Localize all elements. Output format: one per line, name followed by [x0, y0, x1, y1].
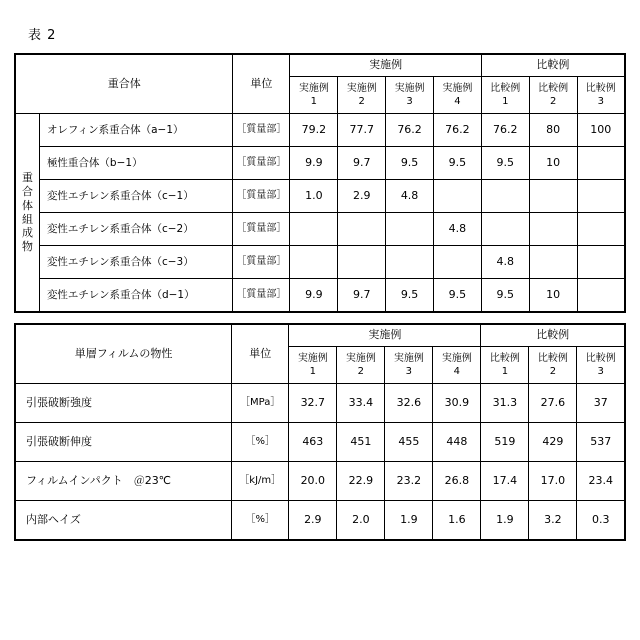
table-header-row	[15, 324, 625, 347]
table-row	[15, 147, 625, 180]
table-cell: 76.2	[481, 114, 529, 147]
table-cell: 519	[481, 423, 529, 462]
table-cell: 9.5	[481, 279, 529, 313]
table-cell	[529, 246, 577, 279]
table-cell: 537	[577, 423, 625, 462]
table-cell: 37	[577, 384, 625, 423]
row-unit: ［kJ/m］	[232, 462, 289, 501]
column-group-header: 比較例	[481, 54, 625, 77]
table-cell: 27.6	[529, 384, 577, 423]
table-row	[15, 384, 625, 423]
row-unit: ［質量部］	[233, 213, 290, 246]
table-row	[15, 501, 625, 541]
table-cell: 100	[577, 114, 625, 147]
table-cell	[577, 180, 625, 213]
table-cell: 23.2	[385, 462, 433, 501]
table-cell: 9.7	[338, 279, 386, 313]
table-cell: 0.3	[577, 501, 625, 541]
column-group-header: 実施例	[289, 324, 481, 347]
row-label: 極性重合体（b−1）	[39, 147, 232, 180]
column-header: 実施例 1	[290, 77, 338, 114]
table-cell: 26.8	[433, 462, 481, 501]
table-cell: 4.8	[481, 246, 529, 279]
row-label: 引張破断強度	[15, 384, 232, 423]
table-cell: 1.9	[481, 501, 529, 541]
row-unit: ［%］	[232, 501, 289, 541]
table-cell: 2.9	[289, 501, 337, 541]
table-cell: 30.9	[433, 384, 481, 423]
table-cell	[290, 213, 338, 246]
column-header-unit: 単位	[232, 324, 289, 384]
table-cell: 463	[289, 423, 337, 462]
table-cell	[481, 213, 529, 246]
table-cell	[290, 246, 338, 279]
row-label: 変性エチレン系重合体（c−3）	[39, 246, 232, 279]
row-label: 引張破断伸度	[15, 423, 232, 462]
table-row	[15, 246, 625, 279]
table-row	[15, 213, 625, 246]
column-header: 比較例 3	[577, 347, 625, 384]
column-header: 比較例 1	[481, 77, 529, 114]
table-cell: 17.0	[529, 462, 577, 501]
column-header-unit: 単位	[233, 54, 290, 114]
row-unit: ［質量部］	[233, 246, 290, 279]
row-label: 変性エチレン系重合体（d−1）	[39, 279, 232, 313]
table-cell: 3.2	[529, 501, 577, 541]
table-cell	[434, 180, 482, 213]
column-header: 比較例 2	[529, 77, 577, 114]
column-header: 実施例 4	[433, 347, 481, 384]
column-header-rowlabel: 重合体	[15, 54, 233, 114]
row-unit: ［%］	[232, 423, 289, 462]
table-row	[15, 462, 625, 501]
polymer-composition-table	[14, 53, 626, 313]
table-cell: 80	[529, 114, 577, 147]
table-cell	[338, 246, 386, 279]
row-label: フィルムインパクト ＠23℃	[15, 462, 232, 501]
row-label: 変性エチレン系重合体（c−2）	[39, 213, 232, 246]
table-cell: 1.0	[290, 180, 338, 213]
table-cell: 4.8	[386, 180, 434, 213]
row-label: 内部ヘイズ	[15, 501, 232, 541]
row-unit: ［質量部］	[233, 114, 290, 147]
row-unit: ［質量部］	[233, 147, 290, 180]
table-cell: 76.2	[434, 114, 482, 147]
column-header: 実施例 2	[338, 77, 386, 114]
table-cell: 76.2	[386, 114, 434, 147]
row-unit: ［質量部］	[233, 279, 290, 313]
column-header: 実施例 4	[434, 77, 482, 114]
table-cell: 9.9	[290, 147, 338, 180]
table-cell: 79.2	[290, 114, 338, 147]
table-cell	[577, 246, 625, 279]
table-cell: 451	[337, 423, 385, 462]
row-label: オレフィン系重合体（a−1）	[39, 114, 232, 147]
table-cell: 23.4	[577, 462, 625, 501]
table-caption: 表 2	[28, 28, 57, 43]
table-cell: 31.3	[481, 384, 529, 423]
table-cell	[338, 213, 386, 246]
table-cell: 429	[529, 423, 577, 462]
table-cell	[529, 213, 577, 246]
table-cell	[577, 279, 625, 313]
table-cell: 10	[529, 279, 577, 313]
table-cell: 9.7	[338, 147, 386, 180]
column-header: 比較例 2	[529, 347, 577, 384]
table-cell: 448	[433, 423, 481, 462]
column-header: 実施例 1	[289, 347, 337, 384]
table-cell	[577, 147, 625, 180]
row-label: 変性エチレン系重合体（c−1）	[39, 180, 232, 213]
table-cell	[577, 213, 625, 246]
table-cell: 17.4	[481, 462, 529, 501]
column-header: 実施例 3	[386, 77, 434, 114]
table-cell	[529, 180, 577, 213]
table-cell: 1.6	[433, 501, 481, 541]
side-label-composition: 重 合 体 組 成 物	[15, 114, 39, 313]
table-cell: 2.0	[337, 501, 385, 541]
table-row	[15, 279, 625, 313]
table-cell	[434, 246, 482, 279]
table-cell: 9.9	[290, 279, 338, 313]
table-cell: 32.7	[289, 384, 337, 423]
row-unit: ［質量部］	[233, 180, 290, 213]
table-row	[15, 180, 625, 213]
table-cell: 20.0	[289, 462, 337, 501]
table-cell: 33.4	[337, 384, 385, 423]
table-row	[15, 114, 625, 147]
table-cell: 32.6	[385, 384, 433, 423]
column-header: 比較例 1	[481, 347, 529, 384]
table-cell: 9.5	[434, 279, 482, 313]
table-cell: 9.5	[434, 147, 482, 180]
table-row	[15, 423, 625, 462]
table-cell: 4.8	[434, 213, 482, 246]
table-cell: 9.5	[386, 279, 434, 313]
column-group-header: 比較例	[481, 324, 625, 347]
film-properties-table	[14, 323, 626, 541]
table-cell	[386, 246, 434, 279]
column-header: 比較例 3	[577, 77, 625, 114]
table-cell: 10	[529, 147, 577, 180]
row-unit: ［MPa］	[232, 384, 289, 423]
column-group-header: 実施例	[290, 54, 481, 77]
column-header-rowlabel: 単層フィルムの物性	[15, 324, 232, 384]
table-cell: 77.7	[338, 114, 386, 147]
column-header: 実施例 3	[385, 347, 433, 384]
table-cell: 9.5	[386, 147, 434, 180]
table-cell: 455	[385, 423, 433, 462]
table-header-row	[15, 54, 625, 77]
table-cell: 9.5	[481, 147, 529, 180]
table-cell: 2.9	[338, 180, 386, 213]
table-cell: 1.9	[385, 501, 433, 541]
table-cell	[481, 180, 529, 213]
column-header: 実施例 2	[337, 347, 385, 384]
table-cell	[386, 213, 434, 246]
table-cell: 22.9	[337, 462, 385, 501]
